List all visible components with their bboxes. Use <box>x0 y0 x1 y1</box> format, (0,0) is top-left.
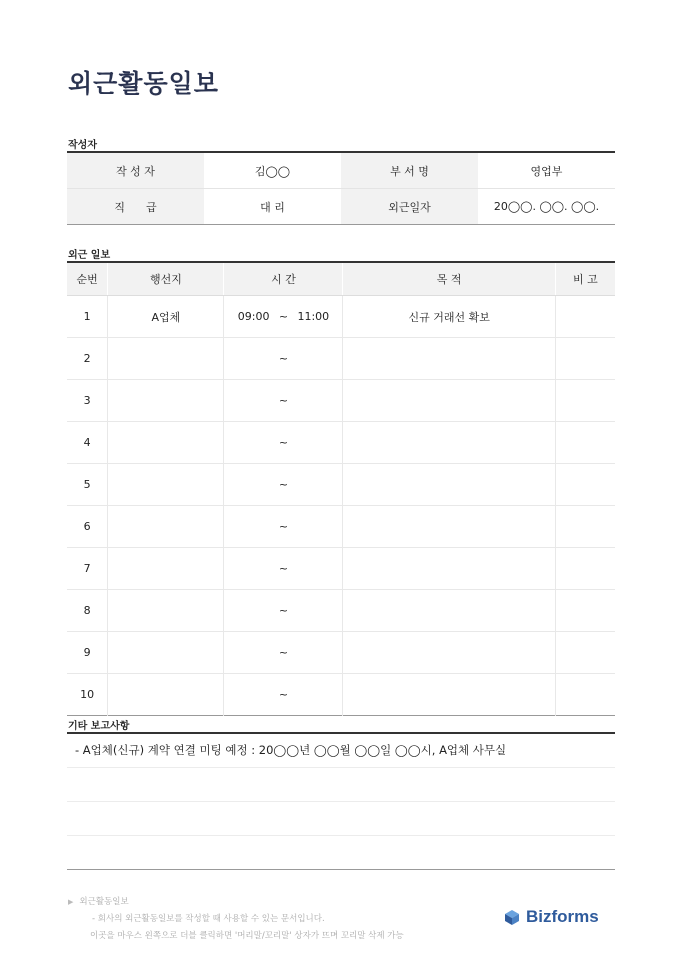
writer-row <box>67 152 615 189</box>
header-note: 비 고 <box>555 262 615 296</box>
row-number: 10 <box>80 688 95 701</box>
schedule-row <box>67 380 615 422</box>
footer-title: 외근활동일보 <box>79 897 129 907</box>
time-end <box>297 394 341 407</box>
row-number: 9 <box>67 632 108 674</box>
row-number: 2 <box>67 338 108 380</box>
note-cell[interactable] <box>555 548 615 590</box>
time-separator: ~ <box>278 688 289 701</box>
schedule-row <box>67 548 615 590</box>
row-number: 1 <box>67 296 108 338</box>
header-purpose: 목 적 <box>343 262 555 296</box>
time-end <box>297 562 341 575</box>
schedule-row <box>67 422 615 464</box>
destination-cell[interactable] <box>108 422 224 464</box>
bizforms-logo-icon <box>503 908 521 926</box>
purpose-cell[interactable] <box>343 674 555 716</box>
date-value[interactable]: 20◯◯. ◯◯. ◯◯. <box>478 189 615 225</box>
row-number: 7 <box>67 548 108 590</box>
time-separator: ~ <box>278 604 289 617</box>
time-end <box>297 604 341 617</box>
destination-cell[interactable] <box>108 506 224 548</box>
purpose-cell[interactable] <box>343 422 555 464</box>
time-cell[interactable] <box>224 338 343 380</box>
time-end: 11:00 <box>297 310 330 323</box>
other-report-line[interactable] <box>67 836 615 869</box>
purpose-cell[interactable] <box>343 338 555 380</box>
time-end <box>297 520 341 533</box>
row-number: 5 <box>67 464 108 506</box>
destination-cell[interactable] <box>108 590 224 632</box>
header-time: 시 간 <box>224 262 343 296</box>
triangle-bullet-icon: ▶ <box>68 898 74 906</box>
destination-cell[interactable] <box>108 674 224 716</box>
header-no: 순번 <box>67 262 108 296</box>
note-cell[interactable] <box>555 590 615 632</box>
time-cell[interactable] <box>224 422 343 464</box>
other-report-box <box>67 732 615 870</box>
row-number: 3 <box>67 380 108 422</box>
department-value[interactable]: 영업부 <box>478 152 615 189</box>
schedule-row <box>67 506 615 548</box>
time-cell[interactable] <box>224 506 343 548</box>
purpose-cell[interactable] <box>343 632 555 674</box>
time-start <box>225 562 269 575</box>
time-separator: ~ <box>278 310 289 323</box>
writer-info-table <box>67 151 615 225</box>
brand-name: Bizforms <box>526 907 599 926</box>
date-header-cell: 외근일자 <box>341 189 478 225</box>
time-start <box>225 352 269 365</box>
destination-cell[interactable] <box>108 338 224 380</box>
other-report-line[interactable] <box>67 802 615 836</box>
purpose-cell[interactable] <box>343 380 555 422</box>
writer-name-value[interactable]: 김◯◯ <box>204 152 341 189</box>
note-cell[interactable] <box>555 464 615 506</box>
time-cell[interactable] <box>224 590 343 632</box>
rank-value[interactable]: 대 리 <box>204 189 341 225</box>
time-separator: ~ <box>278 562 289 575</box>
note-cell[interactable] <box>555 506 615 548</box>
footer-line-1: - 회사의 외근활동일보를 작성할 때 사용할 수 있는 문서입니다. <box>92 914 325 924</box>
page-title: 외근활동일보 <box>68 69 219 98</box>
department-header-cell: 부 서 명 <box>341 152 478 189</box>
schedule-header-row <box>67 262 615 296</box>
writer-row <box>67 189 615 225</box>
destination-cell[interactable] <box>108 380 224 422</box>
note-cell[interactable] <box>555 632 615 674</box>
time-cell[interactable] <box>224 548 343 590</box>
time-start <box>225 688 269 701</box>
row-number: 6 <box>67 506 108 548</box>
destination-cell[interactable] <box>108 464 224 506</box>
time-separator: ~ <box>278 520 289 533</box>
note-cell[interactable] <box>555 422 615 464</box>
writer-header-cell: 작 성 자 <box>67 152 204 189</box>
row-number: 4 <box>67 422 108 464</box>
purpose-cell[interactable] <box>343 548 555 590</box>
note-cell[interactable] <box>555 674 615 716</box>
time-start <box>225 646 269 659</box>
footer-line-2: 이곳을 마우스 왼쪽으로 더블 클릭하면 '머리말/꼬리말' 상자가 뜨며 꼬리말 삭제 가능 <box>90 931 404 941</box>
schedule-table <box>67 261 615 716</box>
time-cell[interactable] <box>224 674 343 716</box>
time-cell[interactable] <box>224 380 343 422</box>
time-separator: ~ <box>278 646 289 659</box>
note-cell[interactable] <box>555 296 615 338</box>
time-cell[interactable] <box>224 296 343 338</box>
time-start <box>225 478 269 491</box>
schedule-row <box>67 464 615 506</box>
purpose-cell[interactable]: 신규 거래선 확보 <box>343 296 555 338</box>
destination-cell[interactable] <box>108 632 224 674</box>
time-end <box>297 436 341 449</box>
rank-header-cell: 직 급 <box>67 189 204 225</box>
schedule-row <box>67 674 615 716</box>
schedule-row <box>67 632 615 674</box>
footer-note <box>68 894 404 945</box>
time-end <box>297 688 341 701</box>
time-separator: ~ <box>278 394 289 407</box>
header-destination: 행선지 <box>108 262 224 296</box>
other-report-line[interactable] <box>67 768 615 802</box>
schedule-section-label: 외근 일보 <box>68 250 111 261</box>
time-separator: ~ <box>278 478 289 491</box>
time-end <box>297 646 341 659</box>
time-start <box>225 436 269 449</box>
other-section-label: 기타 보고사항 <box>68 721 130 732</box>
schedule-row <box>67 338 615 380</box>
bizforms-logo <box>503 907 599 927</box>
purpose-cell[interactable] <box>343 590 555 632</box>
time-end <box>297 478 341 491</box>
schedule-row <box>67 296 615 338</box>
purpose-cell[interactable] <box>343 464 555 506</box>
time-cell[interactable] <box>224 464 343 506</box>
time-separator: ~ <box>278 352 289 365</box>
note-cell[interactable] <box>555 380 615 422</box>
time-separator: ~ <box>278 436 289 449</box>
writer-section-label: 작성자 <box>68 140 97 151</box>
time-end <box>297 352 341 365</box>
purpose-cell[interactable] <box>343 506 555 548</box>
row-number: 8 <box>67 590 108 632</box>
note-cell[interactable] <box>555 338 615 380</box>
destination-cell[interactable] <box>108 548 224 590</box>
time-start <box>225 520 269 533</box>
other-report-line[interactable]: - A업체(신규) 계약 연결 미팅 예정 : 20◯◯년 ◯◯월 ◯◯일 ◯◯시, A업체 사무실 <box>67 734 615 768</box>
schedule-row <box>67 590 615 632</box>
destination-cell[interactable]: A업체 <box>108 296 224 338</box>
time-start <box>225 394 269 407</box>
time-cell[interactable] <box>224 632 343 674</box>
time-start: 09:00 <box>237 310 270 323</box>
time-start <box>225 604 269 617</box>
